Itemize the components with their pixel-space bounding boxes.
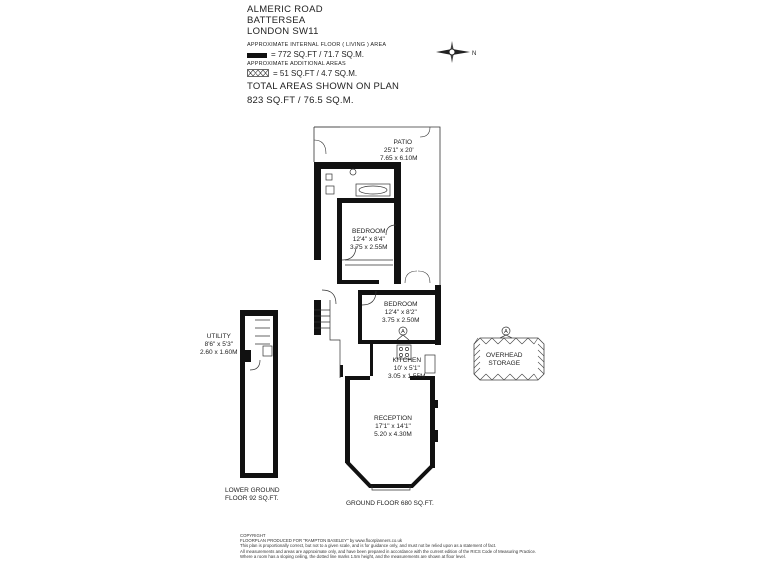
ground-floor-caption: GROUND FLOOR 680 SQ.FT.	[346, 500, 434, 507]
lower-ground-walls	[240, 310, 278, 478]
total-area-heading: TOTAL AREAS SHOWN ON PLAN	[247, 81, 400, 92]
patio-boundary	[314, 127, 440, 285]
copyright-line-5: Where a room has a sloping ceiling, the dotted line marks 1.5m height, and the measurements are shown at floor level.	[240, 553, 466, 559]
kitchen-label: KITCHEN 10' x 5'1" 3.05 x 1.55M	[388, 357, 426, 380]
marker-a2-label: A	[504, 329, 508, 335]
internal-area-heading: APPROXIMATE INTERNAL FLOOR ( LIVING ) AREA	[247, 42, 387, 48]
copyright-notice	[240, 533, 570, 559]
overhead-storage-label: OVERHEAD STORAGE	[486, 352, 523, 367]
bedroom-1-label: BEDROOM 12'4" x 8'4" 3.75 x 2.55M	[350, 228, 388, 251]
copyright-line-4: All measurements and areas are approximate only, and have been prepared in accordance with the current edition of the RICS Code of Measuring Practice.	[240, 548, 537, 554]
address-line-1: ALMERIC ROAD	[247, 4, 323, 15]
reception-bay	[347, 462, 432, 486]
section-marker-a2	[500, 327, 512, 338]
additional-area-heading: APPROXIMATE ADDITIONAL AREAS	[247, 61, 346, 67]
address-line-3: LONDON SW11	[247, 26, 319, 37]
marker-a1-label: A	[401, 329, 405, 335]
utility-label: UTILITY 8'6" x 5'3" 2.60 x 1.60M	[200, 333, 238, 356]
hallway	[330, 300, 340, 378]
address-line-2: BATTERSEA	[247, 15, 306, 26]
reception-label: RECEPTION 17'1" x 14'1" 5.20 x 4.30M	[374, 415, 412, 438]
additional-area-value: = 51 SQ.FT / 4.7 SQ.M.	[273, 69, 358, 78]
total-area-value: 823 SQ.FT / 76.5 SQ.M.	[247, 95, 354, 106]
copyright-line-3: This plan is proportionally correct, but not to a given scale, and is for guidance only, and must not be relied upon as a statement of fact.	[240, 543, 497, 549]
internal-area-value: = 772 SQ.FT / 71.7 SQ.M.	[271, 50, 365, 59]
compass-north-label: N	[472, 51, 477, 57]
section-marker-a1	[397, 327, 409, 340]
patio-doors	[405, 271, 430, 283]
lower-ground-caption: LOWER GROUND FLOOR 92 SQ.FT.	[225, 487, 280, 502]
utility-stairs	[255, 320, 270, 344]
patio-label: PATIO 25'1" x 20' 7.65 x 6.10M	[380, 139, 418, 162]
copyright-line-1: COPYRIGHT	[240, 533, 266, 538]
bedroom-2-label: BEDROOM 12'4" x 8'2" 3.75 x 2.50M	[382, 301, 420, 324]
copyright-line-2: FLOORPLAN PRODUCED FOR "RAMPTON BASELEY" by www.floorplanners.co.uk	[240, 538, 403, 544]
